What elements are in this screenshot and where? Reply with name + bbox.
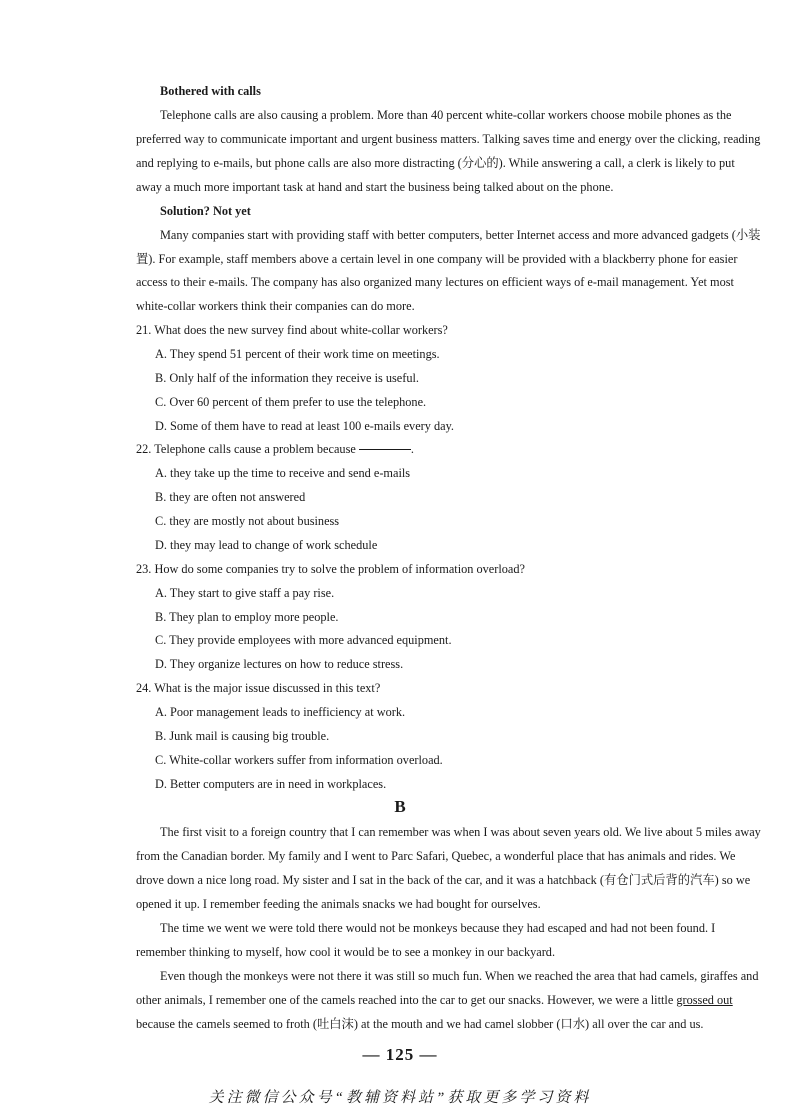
paragraph-line: 置). For example, staff members above a certain level in one company will be provided with a blackberry phone for easier bbox=[136, 252, 738, 266]
question-22-stem-text: 22. Telephone calls cause a problem because bbox=[136, 442, 356, 456]
paragraph-line: and replying to e-mails, but phone calls are also more distracting (分心的). While answering a call, a clerk is likely to put bbox=[136, 156, 735, 170]
question-22-option-d: D. they may lead to change of work schedule bbox=[155, 538, 378, 552]
underlined-phrase: grossed out bbox=[676, 993, 733, 1007]
paragraph-line: from the Canadian border. My family and I went to Parc Safari, Quebec, a wonderful place that has animals and rides. We bbox=[136, 849, 736, 863]
question-22-stem-end: . bbox=[410, 442, 414, 456]
paragraph-line: preferred way to communicate important and urgent business matters. Talking saves time and energy over the clicking, reading bbox=[136, 132, 761, 146]
question-23-option-c: C. They provide employees with more advanced equipment. bbox=[155, 633, 452, 647]
question-22-option-b: B. they are often not answered bbox=[155, 490, 306, 504]
paragraph-line: white-collar workers think their companies can do more. bbox=[136, 299, 415, 313]
paragraph-line: opened it up. I remember feeding the animals snacks we had bought for ourselves. bbox=[136, 897, 541, 911]
question-22-stem bbox=[136, 441, 414, 457]
paragraph-line bbox=[136, 992, 733, 1008]
passage-b-title: B bbox=[394, 797, 406, 816]
paragraph-line: Many companies start with providing staff with better computers, better Internet access and more advanced gadgets (小装 bbox=[160, 228, 761, 242]
question-23-option-a: A. They start to give staff a pay rise. bbox=[155, 586, 335, 600]
paragraph-line: away a much more important task at hand and start the business being talked about on the phone. bbox=[136, 180, 614, 194]
question-21-option-c: C. Over 60 percent of them prefer to use the telephone. bbox=[155, 395, 427, 409]
page-number: — 125 — bbox=[362, 1045, 438, 1064]
question-23-stem: 23. How do some companies try to solve the problem of information overload? bbox=[136, 562, 525, 576]
paragraph-line: The time we went we were told there would not be monkeys because they had escaped and had not been found. I bbox=[160, 921, 716, 935]
question-24-option-c: C. White-collar workers suffer from information overload. bbox=[155, 753, 443, 767]
footer-promo-text: 关注微信公众号“教辅资料站”获取更多学习资料 bbox=[208, 1090, 592, 1106]
question-21-option-a: A. They spend 51 percent of their work time on meetings. bbox=[155, 347, 440, 361]
paragraph-line: Telephone calls are also causing a problem. More than 40 percent white-collar workers choose mobile phones as the bbox=[160, 108, 732, 122]
question-24-option-d: D. Better computers are in need in workplaces. bbox=[155, 777, 387, 791]
question-21-stem: 21. What does the new survey find about white-collar workers? bbox=[136, 323, 448, 337]
paragraph-line: remember thinking to myself, how cool it would be to see a monkey in our backyard. bbox=[136, 945, 556, 959]
question-21-option-d: D. Some of them have to read at least 100 e-mails every day. bbox=[155, 419, 455, 433]
paragraph-line: The first visit to a foreign country that I can remember was when I was about seven years old. We live about 5 miles away bbox=[160, 825, 761, 839]
question-24-stem: 24. What is the major issue discussed in this text? bbox=[136, 681, 381, 695]
question-21-option-b: B. Only half of the information they receive is useful. bbox=[155, 371, 419, 385]
question-22-option-a: A. they take up the time to receive and send e-mails bbox=[155, 466, 411, 480]
section-heading-bothered: Bothered with calls bbox=[160, 84, 261, 98]
answer-blank bbox=[359, 449, 411, 450]
question-23-option-b: B. They plan to employ more people. bbox=[155, 610, 339, 624]
question-24-option-a: A. Poor management leads to inefficiency at work. bbox=[155, 705, 406, 719]
paragraph-line: drove down a nice long road. My sister and I sat in the back of the car, and it was a hatchback (有仓门式后背的汽车) so we bbox=[136, 873, 751, 887]
paragraph-line: access to their e-mails. The company has also organized many lectures on efficient ways of e-mail management. Yet most bbox=[136, 275, 734, 289]
section-heading-solution: Solution? Not yet bbox=[160, 204, 251, 218]
paragraph-line: Even though the monkeys were not there it was still so much fun. When we reached the area that had camels, giraffes and bbox=[160, 969, 759, 983]
question-22-option-c: C. they are mostly not about business bbox=[155, 514, 340, 528]
question-24-option-b: B. Junk mail is causing big trouble. bbox=[155, 729, 330, 743]
paragraph-line: because the camels seemed to froth (吐白沫) at the mouth and we had camel slobber (口水) all over the car and us. bbox=[136, 1017, 704, 1031]
paragraph-text: other animals, I remember one of the camels reached into the car to get our snacks. However, we were a little bbox=[136, 993, 674, 1007]
question-23-option-d: D. They organize lectures on how to reduce stress. bbox=[155, 657, 404, 671]
